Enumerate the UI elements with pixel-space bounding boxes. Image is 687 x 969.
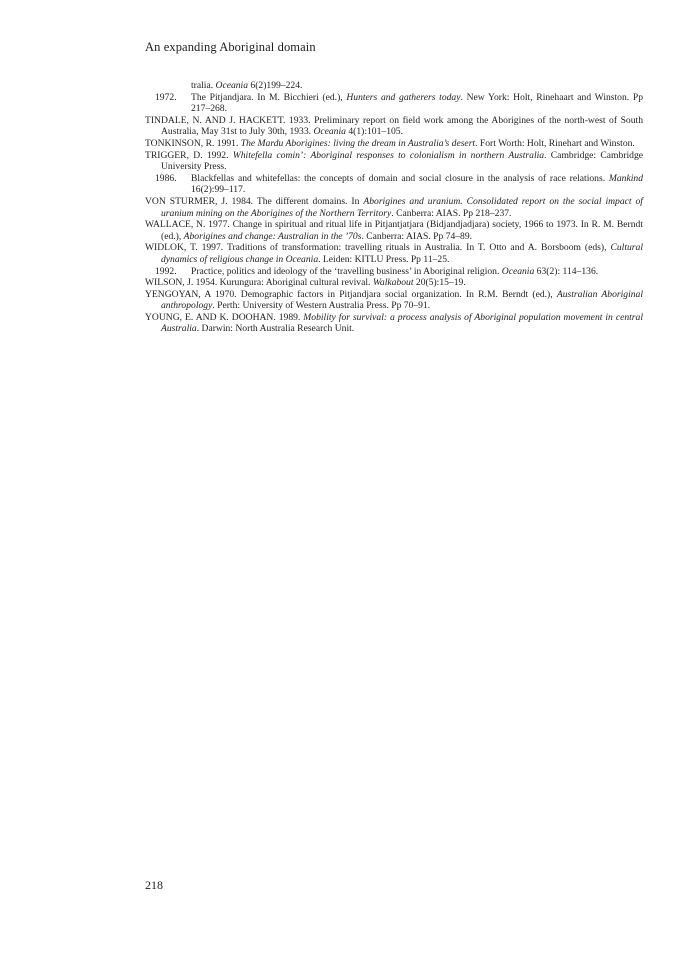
reference-entry-young-doohan (145, 312, 643, 335)
reference-text: . New York: Holt, Rinehaart and Winston. Pp 217–268. (191, 91, 643, 115)
reference-year: 1972. (155, 91, 177, 103)
reference-title-italic: Mobility for survival: a process analysis of Aboriginal population movement in central Australia (161, 311, 643, 335)
reference-text: . Darwin: North Australia Research Unit. (196, 323, 355, 335)
reference-title-italic: Aborigines and uranium. Consolidated report on the social impact of uranium mining on the Aborigines of the Northern Territory (161, 195, 643, 219)
reference-text: . Canberra: AIAS. Pp 218–237. (391, 207, 512, 219)
reference-entry-yengoyan (145, 289, 643, 312)
reference-entry-widlok-1992 (145, 266, 643, 278)
reference-entry-von-sturmer (145, 196, 643, 219)
reference-title-italic: Whitefella comin’: Aboriginal responses to colonialism in northern Australia (232, 149, 545, 161)
reference-text: TONKINSON, R. 1991. (145, 137, 241, 149)
reference-title-italic: Oceania (313, 126, 346, 138)
reference-entry-tonkinson (145, 138, 643, 150)
reference-title-italic: Aborigines and change: Australian in the ’70s (183, 230, 362, 242)
reference-text: . Fort Worth: Holt, Rinehart and Winston. (475, 137, 635, 149)
reference-year: 1986. (155, 172, 177, 184)
reference-text: VON STURMER, J. 1984. The different domains. In (145, 195, 364, 207)
reference-text: . Canberra: AIAS. Pp 74–89. (361, 230, 473, 242)
reference-title-italic: Mankind (608, 172, 643, 184)
running-head: An expanding Aboriginal domain (145, 40, 316, 54)
reference-text: . Cambridge: Cambridge University Press. (161, 149, 644, 173)
reference-title-italic: Walkabout (372, 277, 414, 289)
reference-text: Practice, politics and ideology of the ‘travelling business’ in Aboriginal religion. (191, 265, 502, 277)
reference-text: 16(2):99–117. (191, 184, 246, 196)
reference-title-italic: Oceania (215, 80, 249, 91)
reference-text: WILSON, J. 1954. Kurungura: Aboriginal cultural revival. (145, 277, 373, 289)
reference-entry-wallace (145, 219, 643, 242)
reference-entry-widlok-1997 (145, 242, 643, 265)
reference-title-italic: Australian Aboriginal anthropology (161, 288, 643, 312)
reference-title-italic: Oceania (501, 265, 535, 277)
page-number: 218 (145, 878, 163, 892)
reference-text: WIDLOK, T. 1997. Traditions of transformation: travelling rituals in Australia. In T. Otto and A. Borsboom (eds), (145, 242, 611, 254)
reference-text: TRIGGER, D. 1992. (145, 149, 233, 161)
reference-text: 6(2)199–224. (248, 80, 303, 91)
reference-entry-tindale-hackett (145, 115, 643, 138)
reference-entry-tindale-1972 (145, 92, 643, 115)
reference-text: 4(1):101–105. (345, 126, 403, 138)
reference-text: YENGOYAN, A 1970. Demographic factors in Pitjandjara social organization. In R.M. Berndt (ed.), (145, 288, 557, 300)
reference-text: . Leiden: KITLU Press. Pp 11–25. (318, 253, 450, 265)
reference-text: TINDALE, N. AND J. HACKETT. 1933. Preliminary report on field work among the Aborigines of the north-west of South Australia, May 31st to July 30th, 1933. (145, 114, 643, 138)
reference-text: . Perth: University of Western Australia Press. Pp 70–91. (212, 300, 431, 312)
reference-title-italic: Hunters and gatherers today (346, 91, 461, 103)
reference-title-italic: The Mardu Aborigines: living the dream in Australia’s desert (240, 137, 476, 149)
reference-entry-trigger-1986 (145, 173, 643, 196)
reference-title-italic: Cultural dynamics of religious change in Oceania (161, 242, 643, 265)
reference-text: Blackfellas and whitefellas: the concepts of domain and social closure in the analysis of race relations. (191, 172, 609, 184)
reference-list (145, 80, 643, 335)
reference-text: YOUNG, E. AND K. DOOHAN. 1989. (145, 311, 304, 323)
reference-year: 1992. (155, 265, 177, 277)
reference-entry-tindale-cont-tail (145, 80, 643, 92)
reference-text: The Pitjandjara. In M. Bicchieri (ed.), (191, 91, 347, 103)
reference-entry-trigger-1992 (145, 150, 643, 173)
reference-text: tralia. (191, 80, 216, 91)
reference-text: 63(2): 114–136. (534, 265, 599, 277)
reference-text: 20(5):15–19. (413, 277, 466, 289)
reference-entry-wilson (145, 277, 643, 289)
reference-text: WALLACE, N. 1977. Change in spiritual and ritual life in Pitjantjatjara (Bidjandjadjara) society, 1966 to 1973. In R. M. Berndt (ed.), (145, 219, 643, 242)
